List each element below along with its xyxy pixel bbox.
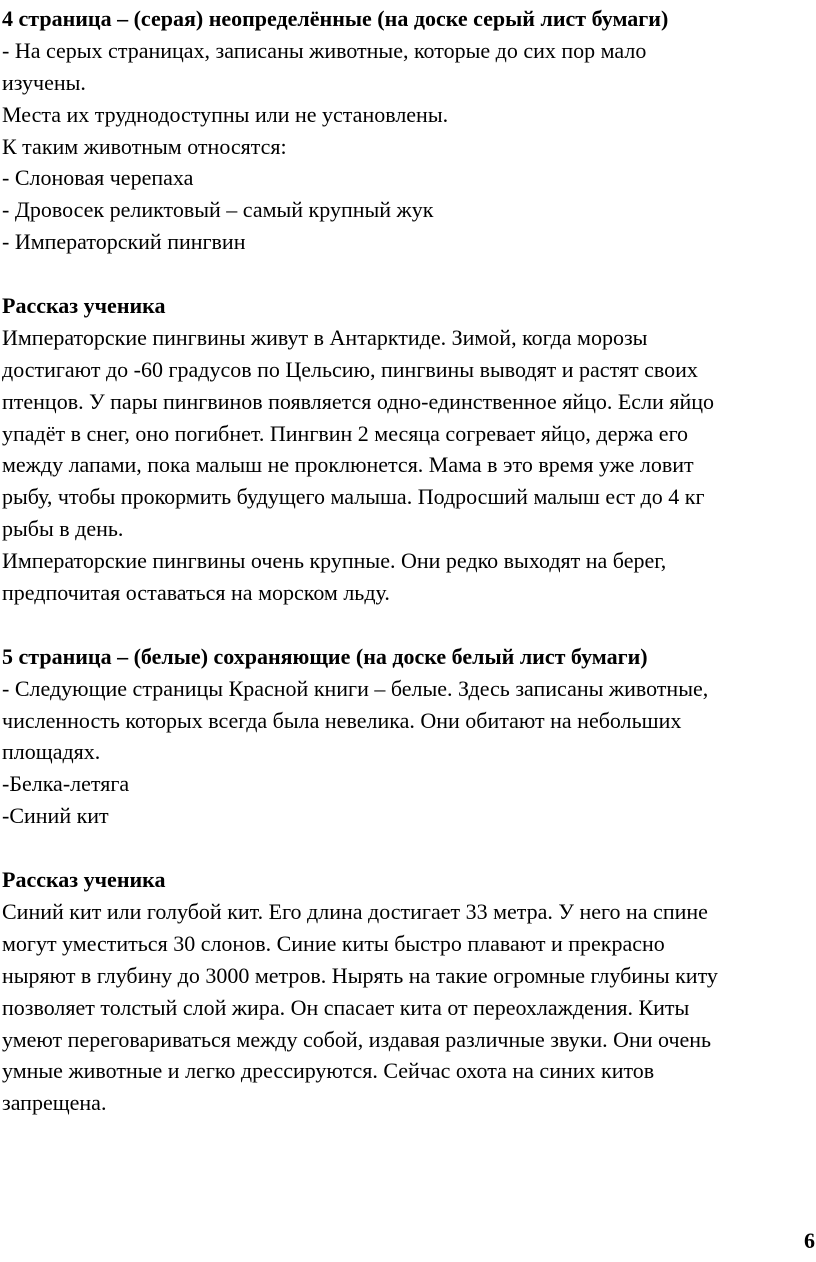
story1-line: Императорские пингвины живут в Антарктиде. Зимой, когда морозы xyxy=(2,324,648,350)
section5-list-item: -Белка-летяга xyxy=(2,771,130,797)
paragraph-spacer xyxy=(2,258,802,290)
story2-heading: Рассказ ученика xyxy=(2,867,166,893)
story2-line: позволяет толстый слой жира. Он спасает кита от переохлаждения. Киты xyxy=(2,994,690,1020)
page-number: 6 xyxy=(804,1228,815,1253)
paragraph-spacer xyxy=(2,609,802,641)
story1-line: птенцов. У пары пингвинов появляется одно-единственное яйцо. Если яйцо xyxy=(2,388,714,414)
story1-line: Императорские пингвины очень крупные. Они редко выходят на берег, xyxy=(2,548,667,574)
section4-line: - На серых страницах, записаны животные, которые до сих пор мало xyxy=(2,37,647,63)
story2-line: могут уместиться 30 слонов. Синие киты быстро плавают и прекрасно xyxy=(2,930,665,956)
section4-line: Места их труднодоступны или не установлены. xyxy=(2,101,449,127)
section5-line: - Следующие страницы Красной книги – белые. Здесь записаны животные, xyxy=(2,675,709,701)
section4-list-item: - Дровосек реликтовый – самый крупный жук xyxy=(2,197,434,223)
story2-line: умные животные и легко дрессируются. Сейчас охота на синих китов xyxy=(2,1058,655,1084)
story1-line: предпочитая оставаться на морском льду. xyxy=(2,580,390,606)
story1-line: упадёт в снег, оно погибнет. Пингвин 2 месяца согревает яйцо, держа его xyxy=(2,420,689,446)
paragraph-spacer xyxy=(2,832,802,864)
story1-line: рыбу, чтобы прокормить будущего малыша. Подросший малыш ест до 4 кг xyxy=(2,484,705,510)
document-page xyxy=(2,3,802,1119)
section4-heading: 4 страница – (серая) неопределённые (на доске серый лист бумаги) xyxy=(2,6,669,31)
section5-line: численность которых всегда была невелика. Они обитают на небольших xyxy=(2,707,682,733)
story2-line: Синий кит или голубой кит. Его длина достигает 33 метра. У него на спине xyxy=(2,898,708,924)
story2-line: ныряют в глубину до 3000 метров. Нырять на такие огромные глубины киту xyxy=(2,962,718,988)
story2-line: запрещена. xyxy=(2,1090,107,1116)
section4-line: К таким животным относятся: xyxy=(2,133,287,159)
story2-line: умеют переговариваться между собой, издавая различные звуки. Они очень xyxy=(2,1026,712,1052)
story1-line: достигают до -60 градусов по Цельсию, пингвины выводят и растят своих xyxy=(2,356,698,382)
section4-list-item: - Слоновая черепаха xyxy=(2,165,194,191)
section4-list-item: - Императорский пингвин xyxy=(2,229,246,255)
section5-line: площадях. xyxy=(2,739,101,765)
section5-heading: 5 страница – (белые) сохраняющие (на доске белый лист бумаги) xyxy=(2,643,648,669)
section4-line: изучены. xyxy=(2,69,86,95)
story1-heading: Рассказ ученика xyxy=(2,293,166,319)
section5-list-item: -Синий кит xyxy=(2,803,109,829)
story1-line: рыбы в день. xyxy=(2,516,124,542)
story1-line: между лапами, пока малыш не проклюнется. Мама в это время уже ловит xyxy=(2,452,694,478)
